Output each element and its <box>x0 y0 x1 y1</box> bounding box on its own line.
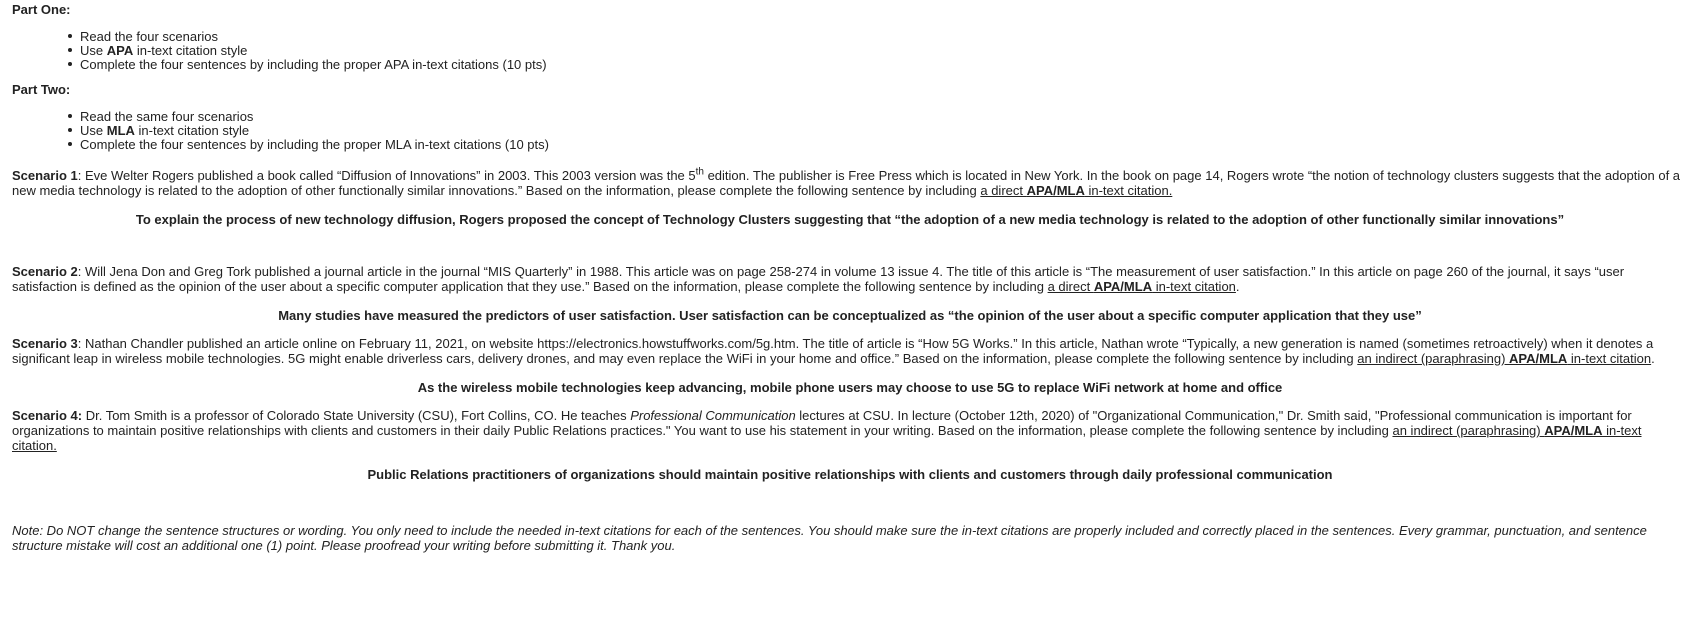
scenario-label: Scenario 2 <box>12 264 78 279</box>
citation-instruction: a direct APA/MLA in-text citation. <box>980 183 1173 198</box>
part-one-list <box>12 29 1688 71</box>
list-item: Read the four scenarios <box>80 29 1688 43</box>
note-text: Note: Do NOT change the sentence structures or wording. You only need to include the needed in-text citations for each of the sentences. You should make sure the in-text citations are properly included and correctly placed in the sentences. Every grammar, punctuation, and sentence structure mistake will cost an additional one (1) point. Please proofread your writing before submitting it. Thank you. <box>12 523 1647 553</box>
scenario-4: Scenario 4: Dr. Tom Smith is a professor of Colorado State University (CSU), Fort Collins, CO. He teaches Professional Communication lectures at CSU. In lecture (October 12th, 2020) of "Organizational Communication," Dr. Smith said, "Professional communication is important for organizations to maintain positive relationships with clients and customers in their daily Public Relations practices." You want to use his statement in your writing. Based on the information, please complete the following sentence by including an indirect (paraphrasing) APA/MLA in-text citation. <box>12 408 1642 453</box>
list-item: Use MLA in-text citation style <box>80 123 1688 137</box>
part-two-heading: Part Two: <box>12 82 71 97</box>
list-item: Complete the four sentences by including the proper APA in-text citations (10 pts) <box>80 57 1688 71</box>
list-item: Read the same four scenarios <box>80 109 1688 123</box>
scenario-4-sentence: Public Relations practitioners of organizations should maintain positive relationships with clients and customers through daily professional communication <box>367 467 1333 482</box>
scenario-2: Scenario 2: Will Jena Don and Greg Tork published a journal article in the journal “MIS Quarterly” in 1988. This article was on page 258-274 in volume 13 issue 4. The title of this article is “The measurement of user satisfaction.” In this article on page 260 of the journal, it says “user satisfaction is defined as the opinion of the user about a specific computer application that they use.” Based on the information, please complete the following sentence by including a direct APA/MLA in-text citation. <box>12 264 1625 294</box>
part-one-heading: Part One: <box>12 2 71 17</box>
scenario-1-sentence: To explain the process of new technology diffusion, Rogers proposed the concept of Technology Clusters suggesting that “the adoption of a new media technology is related to the adoption of other functionally similar innovations” <box>135 212 1565 227</box>
citation-instruction: an indirect (paraphrasing) APA/MLA in-text citation. <box>12 423 1642 453</box>
citation-instruction: a direct APA/MLA in-text citation <box>1047 279 1236 294</box>
citation-instruction: an indirect (paraphrasing) APA/MLA in-text citation <box>1357 351 1652 366</box>
scenario-3: Scenario 3: Nathan Chandler published an article online on February 11, 2021, on website https://electronics.howstuffworks.com/5g.htm. The title of article is “How 5G Works.” In this article, Nathan wrote “Typically, a new generation is named (sometimes retroactively) when it denotes a significant leap in wireless mobile technologies. 5G might enable driverless cars, delivery drones, and may even replace the WiFi in your home and office.” Based on the information, please complete the following sentence by including an indirect (paraphrasing) APA/MLA in-text citation. <box>12 336 1655 366</box>
scenario-label: Scenario 4: <box>12 408 83 423</box>
scenario-1: Scenario 1: Eve Welter Rogers published a book called “Diffusion of Innovations” in 2003. This 2003 version was the 5th edition. The publisher is Free Press which is located in New York. In the book on page 14, Rogers wrote “the notion of technology clusters suggests that the adoption of a new media technology is related to the adoption of other functionally similar innovations.” Based on the information, please complete the following sentence by including a direct APA/MLA in-text citation. <box>12 166 1681 198</box>
list-item: Complete the four sentences by including the proper MLA in-text citations (10 pts) <box>80 137 1688 151</box>
scenario-3-sentence: As the wireless mobile technologies keep advancing, mobile phone users may choose to use 5G to replace WiFi network at home and office <box>417 380 1283 395</box>
list-item: Use APA in-text citation style <box>80 43 1688 57</box>
scenario-label: Scenario 3 <box>12 336 78 351</box>
part-two-list <box>12 109 1688 151</box>
scenario-label: Scenario 1 <box>12 168 78 183</box>
scenario-2-sentence: Many studies have measured the predictors of user satisfaction. User satisfaction can be conceptualized as “the opinion of the user about a specific computer application that they use” <box>278 308 1422 323</box>
